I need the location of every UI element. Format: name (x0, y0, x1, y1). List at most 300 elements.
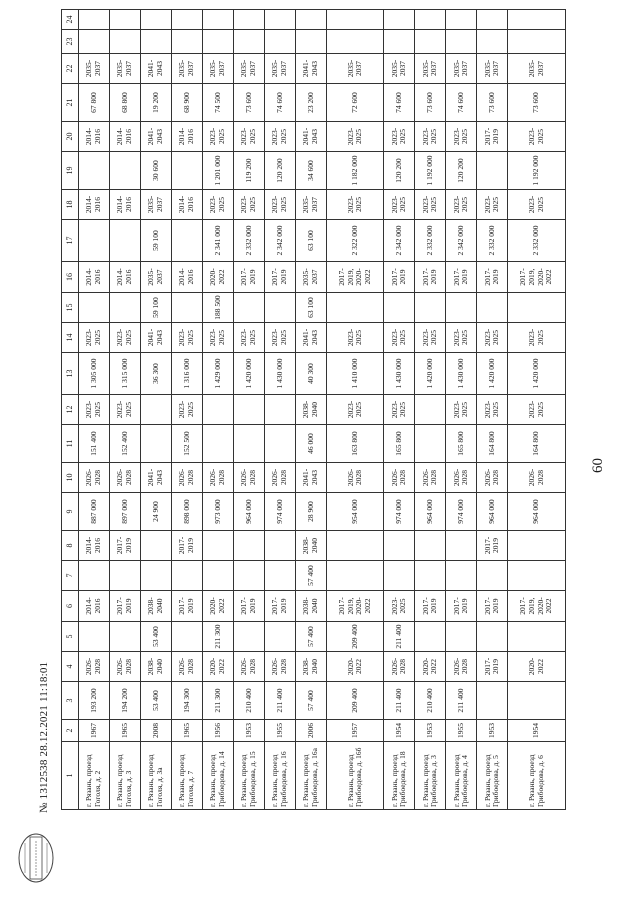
table-cell: 2023-2025 (508, 395, 566, 425)
table-cell: 2023-2025 (234, 323, 265, 353)
table-cell: 2026-2028 (327, 463, 384, 493)
table-cell: 2023-2025 (79, 395, 110, 425)
table-cell: 120 200 (446, 152, 477, 190)
table-cell: 30 600 (141, 152, 172, 190)
table-cell: 2006 (296, 720, 327, 742)
table-cell (477, 10, 508, 30)
table-cell: 2 342 000 (265, 220, 296, 262)
table-cell: 2017-2019 (172, 531, 203, 561)
table-cell: 2026-2028 (446, 463, 477, 493)
table-cell (508, 293, 566, 323)
table-cell: 74 500 (203, 84, 234, 122)
column-number: 6 (62, 591, 79, 622)
table-cell (296, 30, 327, 54)
table-cell: 2017-2019 (172, 591, 203, 622)
table-cell (508, 30, 566, 54)
table-cell: 2041-2043 (296, 323, 327, 353)
table-cell: 1 420 000 (415, 353, 446, 395)
table-cell: 2017-2019, 2020-2022 (327, 591, 384, 622)
table-cell: 974 000 (446, 493, 477, 531)
document-registration-number: № 1312538 28.12.2021 11:18:01 (38, 661, 50, 813)
table-cell (110, 622, 141, 652)
column-number: 10 (62, 463, 79, 493)
table-cell: 2017-2019, 2020-2022 (508, 591, 566, 622)
table-cell: 2035-2037 (296, 190, 327, 220)
table-cell: 194 200 (110, 682, 141, 720)
table-cell (265, 395, 296, 425)
table-cell: 2035-2037 (327, 54, 384, 84)
table-cell: 2017-2019 (110, 591, 141, 622)
table-cell: 2023-2025 (234, 190, 265, 220)
table-cell (415, 531, 446, 561)
table-cell: 2026-2028 (477, 463, 508, 493)
table-cell: 46 000 (296, 425, 327, 463)
table-cell: 964 000 (508, 493, 566, 531)
table-cell: 2023-2025 (110, 395, 141, 425)
table-cell: 2038-2040 (296, 652, 327, 682)
table-cell (265, 531, 296, 561)
table-cell: 2035-2037 (172, 54, 203, 84)
header-row (62, 10, 79, 810)
table-cell: 2035-2037 (296, 262, 327, 293)
table-cell: 193 200 (79, 682, 110, 720)
data-table (61, 9, 566, 810)
table-cell: 2023-2025 (477, 190, 508, 220)
table-cell: 2014-2016 (79, 190, 110, 220)
table-cell: 23 200 (296, 84, 327, 122)
table-cell: 898 000 (172, 493, 203, 531)
table-cell (172, 293, 203, 323)
table-cell (172, 10, 203, 30)
table-cell: 2017-2019 (477, 122, 508, 152)
table-cell: 194 300 (172, 682, 203, 720)
table-cell (446, 10, 477, 30)
table-cell (110, 152, 141, 190)
table-row (172, 10, 203, 810)
column-number: 4 (62, 652, 79, 682)
table-cell: 2035-2037 (384, 54, 415, 84)
table-cell (141, 425, 172, 463)
table-body (62, 10, 566, 810)
table-cell: 2038-2040 (296, 531, 327, 561)
table-cell (446, 30, 477, 54)
table-cell: 2023-2025 (415, 323, 446, 353)
address-cell: г. Рязань, проезд Гоголя, д. 7 (172, 742, 203, 810)
table-cell: 1955 (265, 720, 296, 742)
table-cell: 2023-2025 (477, 323, 508, 353)
table-cell: 1 192 000 (415, 152, 446, 190)
table-cell: 2041-2043 (141, 463, 172, 493)
table-cell: 2020-2022 (203, 591, 234, 622)
table-cell: 2014-2016 (172, 262, 203, 293)
column-number: 18 (62, 190, 79, 220)
table-cell: 2041-2043 (141, 54, 172, 84)
table-cell: 1967 (79, 720, 110, 742)
table-cell: 211 400 (446, 682, 477, 720)
table-cell: 2038-2040 (296, 591, 327, 622)
table-cell: 2041-2043 (296, 463, 327, 493)
table-cell (446, 293, 477, 323)
table-cell (327, 531, 384, 561)
table-cell (79, 30, 110, 54)
table-cell (327, 30, 384, 54)
table-cell: 211 300 (203, 682, 234, 720)
table-cell: 2 342 000 (446, 220, 477, 262)
table-cell: 2035-2037 (446, 54, 477, 84)
table-cell (141, 10, 172, 30)
column-number: 21 (62, 84, 79, 122)
column-number: 20 (62, 122, 79, 152)
table-cell: 2023-2025 (508, 190, 566, 220)
address-cell: г. Рязань, проезд Грибоедова, д. 4 (446, 742, 477, 810)
table-cell: 210 400 (415, 682, 446, 720)
table-cell: 2023-2025 (265, 122, 296, 152)
table-cell: 2026-2028 (79, 463, 110, 493)
table-cell (234, 561, 265, 591)
table-cell: 165 800 (446, 425, 477, 463)
table-cell: 2017-2019 (477, 262, 508, 293)
table-cell: 209 400 (327, 622, 384, 652)
table-cell: 2023-2025 (384, 190, 415, 220)
table-cell (265, 30, 296, 54)
table-cell: 163 800 (327, 425, 384, 463)
table-cell: 2035-2037 (110, 54, 141, 84)
table-cell: 2026-2028 (384, 463, 415, 493)
table-cell (327, 561, 384, 591)
table-cell: 1 430 000 (446, 353, 477, 395)
table-cell: 1 420 000 (508, 353, 566, 395)
table-cell: 1957 (327, 720, 384, 742)
table-cell (172, 561, 203, 591)
seal-stamp-icon (16, 831, 56, 885)
table-cell: 2041-2043 (296, 122, 327, 152)
table-cell: 2023-2025 (203, 323, 234, 353)
address-cell: г. Рязань, проезд Гоголя, д. 3а (141, 742, 172, 810)
table-cell: 74 600 (384, 84, 415, 122)
address-cell: г. Рязань, проезд Грибоедова, д. 16а (296, 742, 327, 810)
table-cell: 2026-2028 (415, 463, 446, 493)
address-cell: г. Рязань, проезд Грибоедова, д. 18 (384, 742, 415, 810)
table-row (508, 10, 566, 810)
table-cell: 2014-2016 (110, 122, 141, 152)
table-cell (265, 10, 296, 30)
table-cell (508, 561, 566, 591)
table-cell: 1954 (508, 720, 566, 742)
table-cell (477, 682, 508, 720)
table-cell (265, 293, 296, 323)
table-cell: 964 000 (415, 493, 446, 531)
table-cell (172, 622, 203, 652)
table-cell: 1 182 000 (327, 152, 384, 190)
table-cell (415, 622, 446, 652)
table-cell: 2035-2037 (141, 262, 172, 293)
table-cell (203, 425, 234, 463)
table-cell (141, 30, 172, 54)
column-number: 12 (62, 395, 79, 425)
table-cell: 2035-2037 (415, 54, 446, 84)
table-cell: 1 420 000 (477, 353, 508, 395)
table-cell (327, 293, 384, 323)
address-cell: г. Рязань, проезд Гоголя, д. 2 (79, 742, 110, 810)
table-cell: 164 800 (477, 425, 508, 463)
table-cell: 19 200 (141, 84, 172, 122)
table-cell: 2014-2016 (79, 531, 110, 561)
table-cell: 973 000 (203, 493, 234, 531)
table-cell: 2026-2028 (265, 463, 296, 493)
table-cell (234, 622, 265, 652)
table-cell: 73 600 (477, 84, 508, 122)
table-cell (477, 293, 508, 323)
table-cell (477, 622, 508, 652)
table-cell: 2017-2019 (265, 591, 296, 622)
table-cell (234, 293, 265, 323)
table-cell (172, 220, 203, 262)
table-cell (265, 561, 296, 591)
table-cell (508, 531, 566, 561)
table-row (446, 10, 477, 810)
table-cell: 964 000 (234, 493, 265, 531)
table-cell: 2026-2028 (172, 463, 203, 493)
table-cell: 2023-2025 (327, 122, 384, 152)
address-cell: г. Рязань, проезд Грибоедова, д. 14 (203, 742, 234, 810)
table-row (203, 10, 234, 810)
table-cell (384, 30, 415, 54)
table-cell: 1965 (110, 720, 141, 742)
table-cell (415, 30, 446, 54)
table-cell: 2026-2028 (203, 463, 234, 493)
table-cell: 152 400 (110, 425, 141, 463)
table-cell: 57 400 (296, 682, 327, 720)
table-cell: 1953 (415, 720, 446, 742)
table-cell (384, 561, 415, 591)
table-row (384, 10, 415, 810)
table-cell: 2017-2019, 2020-2022 (327, 262, 384, 293)
table-cell: 2017-2019, 2020-2022 (508, 262, 566, 293)
table-cell (234, 395, 265, 425)
table-cell: 1 430 000 (265, 353, 296, 395)
table-cell: 2023-2025 (446, 190, 477, 220)
table-cell: 2017-2019 (234, 262, 265, 293)
table-cell: 209 400 (327, 682, 384, 720)
table-cell (265, 622, 296, 652)
table-cell: 887 000 (79, 493, 110, 531)
table-row (415, 10, 446, 810)
table-cell: 188 500 (203, 293, 234, 323)
table-cell: 2023-2025 (203, 122, 234, 152)
table-cell: 2 341 000 (203, 220, 234, 262)
table-cell: 2035-2037 (508, 54, 566, 84)
table-cell: 2 332 000 (477, 220, 508, 262)
column-number: 11 (62, 425, 79, 463)
table-cell: 2041-2043 (296, 54, 327, 84)
table-cell: 964 000 (477, 493, 508, 531)
column-number: 22 (62, 54, 79, 84)
table-cell: 2 332 000 (508, 220, 566, 262)
table-row (234, 10, 265, 810)
table-cell: 164 800 (508, 425, 566, 463)
table-cell: 24 900 (141, 493, 172, 531)
table-cell (79, 293, 110, 323)
table-cell: 1 201 000 (203, 152, 234, 190)
table-cell: 2023-2025 (327, 323, 384, 353)
column-number: 23 (62, 30, 79, 54)
table-cell (415, 395, 446, 425)
table-cell: 2026-2028 (110, 652, 141, 682)
table-cell (234, 425, 265, 463)
table-cell: 40 300 (296, 353, 327, 395)
table-cell: 72 600 (327, 84, 384, 122)
table-cell: 2014-2016 (110, 262, 141, 293)
column-number: 5 (62, 622, 79, 652)
table-cell: 1 430 000 (384, 353, 415, 395)
table-cell (203, 395, 234, 425)
table-cell: 2 342 000 (384, 220, 415, 262)
table-cell: 2023-2025 (172, 323, 203, 353)
address-cell: г. Рязань, проезд Грибоедова, д. 3 (415, 742, 446, 810)
column-number: 9 (62, 493, 79, 531)
table-cell (141, 395, 172, 425)
table-cell (446, 531, 477, 561)
table-cell: 211 400 (265, 682, 296, 720)
table-cell: 165 800 (384, 425, 415, 463)
table-cell (110, 10, 141, 30)
table-row (141, 10, 172, 810)
table-cell (508, 682, 566, 720)
address-cell: г. Рязань, проезд Грибоедова, д. 16б (327, 742, 384, 810)
table-cell (446, 561, 477, 591)
table-row (327, 10, 384, 810)
table-cell (446, 622, 477, 652)
table-cell: 1965 (172, 720, 203, 742)
table-cell: 2026-2028 (446, 652, 477, 682)
table-cell: 1954 (384, 720, 415, 742)
table-cell: 2023-2025 (477, 395, 508, 425)
table-cell: 74 600 (265, 84, 296, 122)
table-cell (384, 293, 415, 323)
table-cell: 210 400 (234, 682, 265, 720)
address-cell: г. Рязань, проезд Грибоедова, д. 6 (508, 742, 566, 810)
table-cell (203, 30, 234, 54)
table-cell (203, 10, 234, 30)
table-cell (415, 425, 446, 463)
table-cell: 2023-2025 (508, 122, 566, 152)
table-cell: 211 400 (384, 682, 415, 720)
table-cell (296, 10, 327, 30)
table-cell: 63 100 (296, 293, 327, 323)
table-cell: 68 900 (172, 84, 203, 122)
table-cell: 2041-2043 (141, 122, 172, 152)
table-cell: 2023-2025 (384, 591, 415, 622)
table-cell: 57 400 (296, 561, 327, 591)
table-cell: 2017-2019 (415, 591, 446, 622)
table-cell: 2023-2025 (415, 122, 446, 152)
table-cell: 34 600 (296, 152, 327, 190)
table-cell (415, 10, 446, 30)
address-cell: г. Рязань, проезд Гоголя, д. 3 (110, 742, 141, 810)
table-cell: 68 800 (110, 84, 141, 122)
table-row (79, 10, 110, 810)
table-cell: 67 800 (79, 84, 110, 122)
page-number: 60 (590, 458, 606, 473)
table-cell: 2014-2016 (172, 190, 203, 220)
table-cell: 1 192 000 (508, 152, 566, 190)
table-cell: 120 200 (384, 152, 415, 190)
table-cell: 73 600 (508, 84, 566, 122)
table-cell: 151 400 (79, 425, 110, 463)
table-cell: 2017-2019 (446, 591, 477, 622)
table-cell: 2017-2019 (234, 591, 265, 622)
table-cell: 2023-2025 (79, 323, 110, 353)
table-cell: 1 410 000 (327, 353, 384, 395)
table-cell (110, 561, 141, 591)
table-cell: 2023-2025 (265, 323, 296, 353)
table-cell: 2023-2025 (265, 190, 296, 220)
table-cell: 2020-2022 (415, 652, 446, 682)
table-cell: 2026-2028 (508, 463, 566, 493)
table-cell: 2017-2019 (110, 531, 141, 561)
table-cell (141, 561, 172, 591)
table-cell: 2017-2019 (384, 262, 415, 293)
table-cell: 2038-2040 (296, 395, 327, 425)
table-cell: 1955 (446, 720, 477, 742)
table-cell: 2026-2028 (384, 652, 415, 682)
table-cell: 974 000 (265, 493, 296, 531)
table-cell: 2 322 000 (327, 220, 384, 262)
table-cell: 2026-2028 (234, 463, 265, 493)
table-cell: 2035-2037 (141, 190, 172, 220)
table-cell: 2017-2019 (415, 262, 446, 293)
table-cell: 57 400 (296, 622, 327, 652)
table-cell (327, 10, 384, 30)
table-cell: 2020-2022 (508, 652, 566, 682)
table-cell: 59 100 (141, 220, 172, 262)
table-cell: 2014-2016 (79, 122, 110, 152)
table-cell: 53 400 (141, 622, 172, 652)
table-cell: 2023-2025 (203, 190, 234, 220)
table-cell (477, 561, 508, 591)
table-cell: 2035-2037 (477, 54, 508, 84)
table-cell (172, 30, 203, 54)
table-cell: 2026-2028 (79, 652, 110, 682)
table-cell: 2 332 000 (234, 220, 265, 262)
table-cell: 1953 (234, 720, 265, 742)
table-cell: 2017-2019 (477, 652, 508, 682)
table-cell (79, 152, 110, 190)
table-cell: 28 900 (296, 493, 327, 531)
column-number: 14 (62, 323, 79, 353)
table-cell (141, 531, 172, 561)
column-number: 13 (62, 353, 79, 395)
table-cell: 2017-2019 (446, 262, 477, 293)
table-cell: 2023-2025 (446, 323, 477, 353)
table-cell: 2008 (141, 720, 172, 742)
table-cell: 73 600 (234, 84, 265, 122)
table-cell: 1 315 000 (110, 353, 141, 395)
table-cell: 73 600 (415, 84, 446, 122)
table-cell: 2023-2025 (327, 190, 384, 220)
table-cell: 2 332 000 (415, 220, 446, 262)
table-cell (415, 561, 446, 591)
table-cell (234, 10, 265, 30)
table-cell: 36 300 (141, 353, 172, 395)
table-cell: 2026-2028 (234, 652, 265, 682)
table-cell: 2014-2016 (79, 591, 110, 622)
table-cell (172, 152, 203, 190)
table-cell (79, 10, 110, 30)
table-cell (79, 561, 110, 591)
table-cell: 2023-2025 (172, 395, 203, 425)
table-cell: 1953 (477, 720, 508, 742)
